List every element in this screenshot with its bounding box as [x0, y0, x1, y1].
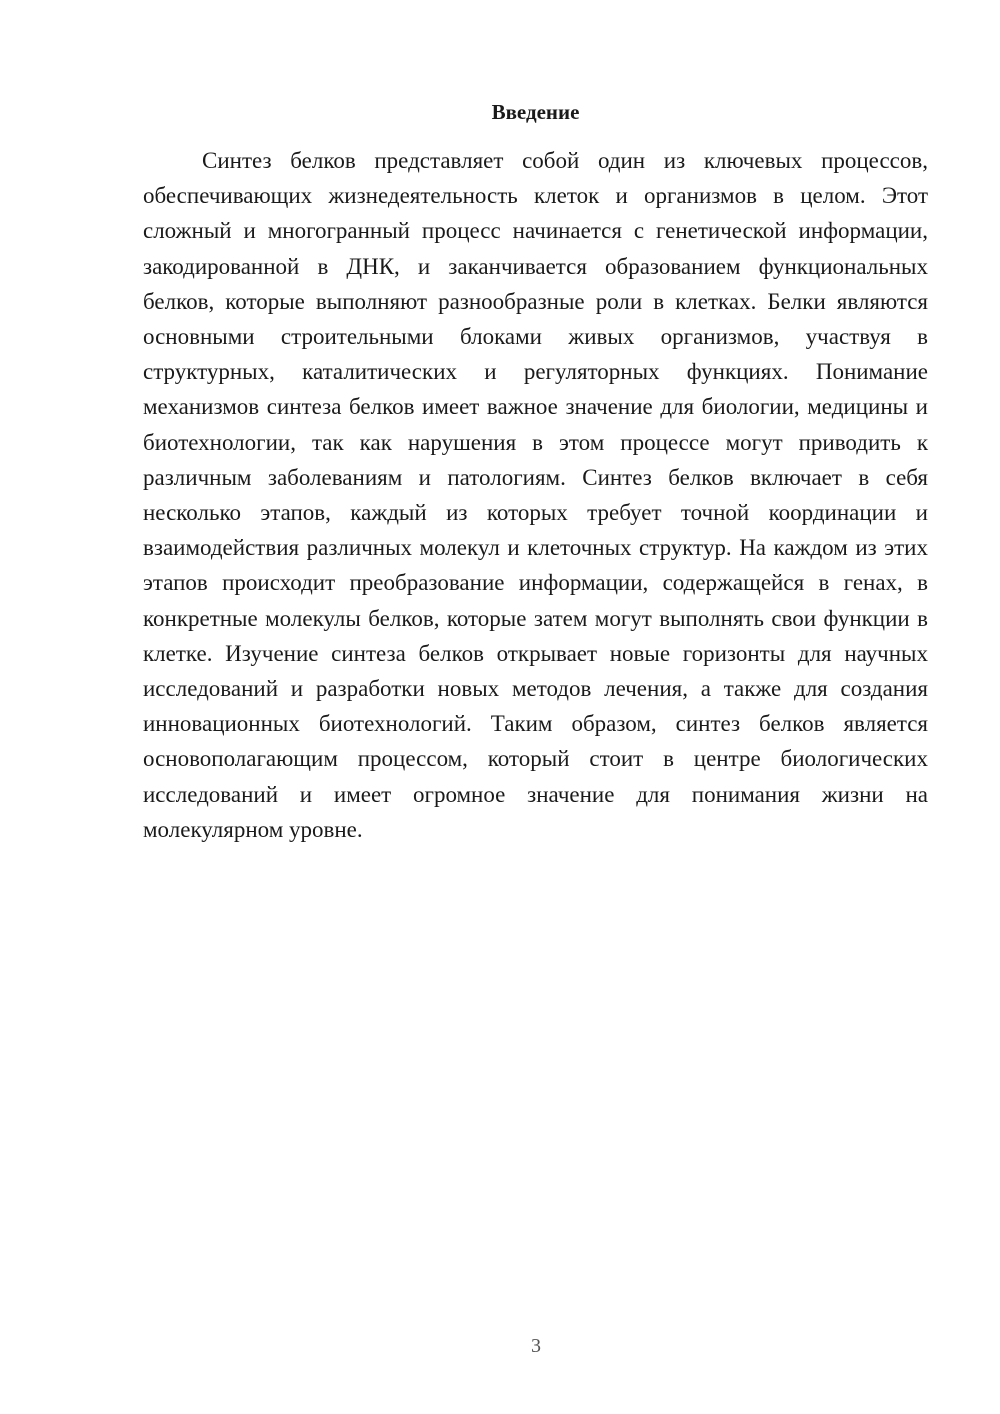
section-heading: Введение — [491, 100, 580, 124]
body-paragraph: Синтез белков представляет собой один из ключевых процессов, обеспечивающих жизнедеятельность клеток и организмов в целом. Этот сложный и многогранный процесс начинается с генетической информации, закодированной в ДНК, и заканчивается образованием функциональных белков, которые выполняют разнообразные роли в клетках. Белки являются основными строительными блоками живых организмов, участвуя в структурных, каталитических и регуляторных функциях. Понимание механизмов синтеза белков имеет важное значение для биологии, медицины и биотехнологии, так как нарушения в этом процессе могут приводить к различным заболеваниям и патологиям. Синтез белков включает в себя несколько этапов, каждый из которых требует точной координации и взаимодействия различных молекул и клеточных структур. На каждом из этих этапов происходит преобразование информации, содержащейся в генах, в конкретные молекулы белков, которые затем могут выполнять свои функции в клетке. Изучение синтеза белков открывает новые горизонты для научных исследований и разработки новых методов лечения, а также для создания инновационных биотехнологий. Таким образом, синтез белков является основополагающим процессом, который стоит в центре биологических исследований и имеет огромное значение для понимания жизни на молекулярном уровне. — [143, 148, 928, 842]
page-number: 3 — [531, 1335, 541, 1357]
